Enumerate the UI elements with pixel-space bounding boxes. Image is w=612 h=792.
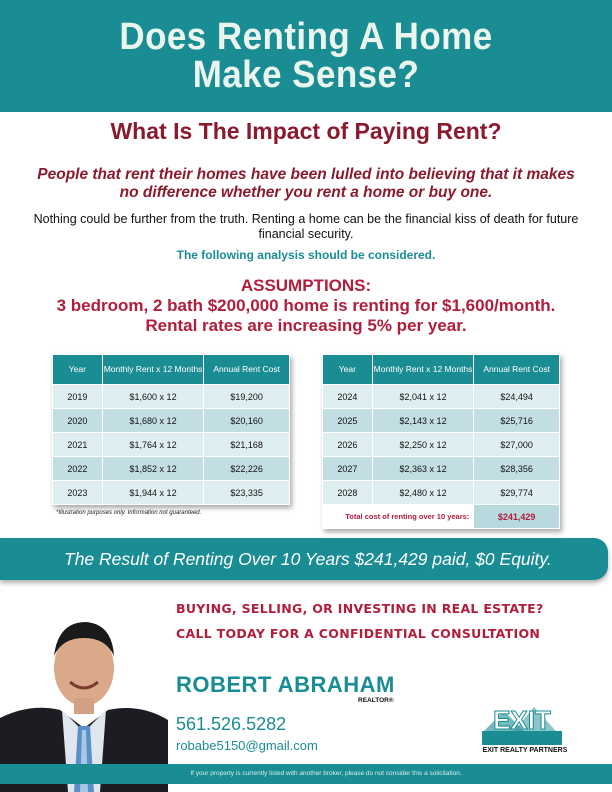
rent-table-left <box>52 354 290 505</box>
cta-line-2: CALL TODAY FOR A CONFIDENTIAL CONSULTATION <box>176 626 541 641</box>
table-row <box>53 409 290 433</box>
header-banner <box>0 0 612 112</box>
cell-year: 2025 <box>323 409 373 433</box>
total-label: Total cost of renting over 10 years: <box>323 505 474 529</box>
col-header-year: Year <box>53 355 103 385</box>
cell-monthly-rent: $1,764 x 12 <box>102 433 204 457</box>
table-row <box>323 433 560 457</box>
cell-year: 2019 <box>53 385 103 409</box>
analysis-note: The following analysis should be considered. <box>176 248 436 262</box>
assumptions-line-1: 3 bedroom, 2 bath $200,000 home is renting for $1,600/month. <box>56 296 556 315</box>
cell-year: 2027 <box>323 457 373 481</box>
cell-monthly-rent: $2,363 x 12 <box>372 457 474 481</box>
cell-year: 2026 <box>323 433 373 457</box>
cell-monthly-rent: $2,480 x 12 <box>372 481 474 505</box>
cell-annual-cost: $21,168 <box>204 433 290 457</box>
assumptions-heading: ASSUMPTIONS: <box>240 276 372 295</box>
total-value: $241,429 <box>474 505 560 529</box>
assumptions-block <box>0 276 612 336</box>
cell-annual-cost: $25,716 <box>474 409 560 433</box>
cell-year: 2028 <box>323 481 373 505</box>
table-row <box>323 385 560 409</box>
agent-phone[interactable]: 561.526.5282 <box>176 714 287 734</box>
subtitle: What Is The Impact of Paying Rent? <box>110 118 502 144</box>
cell-monthly-rent: $2,250 x 12 <box>372 433 474 457</box>
body-paragraph: Nothing could be further from the truth. Renting a home can be the financial kiss of death for future financial security. <box>33 212 579 241</box>
cell-annual-cost: $19,200 <box>204 385 290 409</box>
cell-monthly-rent: $1,600 x 12 <box>102 385 204 409</box>
title-line-2: Make Sense? <box>192 54 420 96</box>
cell-monthly-rent: $1,852 x 12 <box>102 457 204 481</box>
cta-line-1: BUYING, SELLING, OR INVESTING IN REAL ESTATE? <box>176 601 544 616</box>
logo-caption: EXIT REALTY PARTNERS <box>482 747 568 754</box>
footer-text: If your property is currently listed with another broker, please do not consider this a solicitation. <box>190 770 462 777</box>
cell-annual-cost: $22,226 <box>204 457 290 481</box>
cell-annual-cost: $29,774 <box>474 481 560 505</box>
title-line-1: Does Renting A Home <box>119 16 493 58</box>
cell-annual-cost: $23,335 <box>204 481 290 505</box>
cell-monthly-rent: $1,944 x 12 <box>102 481 204 505</box>
col-header-year: Year <box>323 355 373 385</box>
table-row <box>53 457 290 481</box>
cell-year: 2024 <box>323 385 373 409</box>
table-row <box>323 409 560 433</box>
disclaimer: *Illustration purposes only. Information not guaranteed. <box>56 510 202 516</box>
result-banner <box>0 538 608 580</box>
cell-annual-cost: $24,494 <box>474 385 560 409</box>
assumptions-line-2: Rental rates are increasing 5% per year. <box>145 316 467 335</box>
cell-year: 2020 <box>53 409 103 433</box>
agent-title: REALTOR® <box>358 697 394 704</box>
table-row <box>53 385 290 409</box>
col-header-annual: Annual Rent Cost <box>474 355 560 385</box>
agent-email[interactable]: robabe5150@gmail.com <box>176 738 318 753</box>
page-title <box>24 0 587 94</box>
cell-year: 2023 <box>53 481 103 505</box>
cell-annual-cost: $28,356 <box>474 457 560 481</box>
rent-table-right <box>322 354 560 529</box>
cell-monthly-rent: $2,041 x 12 <box>372 385 474 409</box>
table-row <box>323 457 560 481</box>
cell-annual-cost: $27,000 <box>474 433 560 457</box>
table-row <box>53 481 290 505</box>
cell-year: 2021 <box>53 433 103 457</box>
footer-bar <box>0 764 612 784</box>
col-header-monthly: Monthly Rent x 12 Months <box>102 355 204 385</box>
cell-monthly-rent: $2,143 x 12 <box>372 409 474 433</box>
cell-year: 2022 <box>53 457 103 481</box>
agent-photo <box>0 598 168 792</box>
lead-paragraph: People that rent their homes have been lulled into believing that it makes no difference whether you rent a home or buy one. <box>37 166 575 201</box>
table-row <box>53 433 290 457</box>
table-row <box>323 481 560 505</box>
col-header-monthly: Monthly Rent x 12 Months <box>372 355 474 385</box>
cell-monthly-rent: $1,680 x 12 <box>102 409 204 433</box>
agent-name: ROBERT ABRAHAM <box>176 672 395 697</box>
svg-text:EXIT: EXIT <box>493 705 551 735</box>
cell-annual-cost: $20,160 <box>204 409 290 433</box>
col-header-annual: Annual Rent Cost <box>204 355 290 385</box>
result-banner-text: The Result of Renting Over 10 Years $241,429 paid, $0 Equity. <box>64 549 552 569</box>
